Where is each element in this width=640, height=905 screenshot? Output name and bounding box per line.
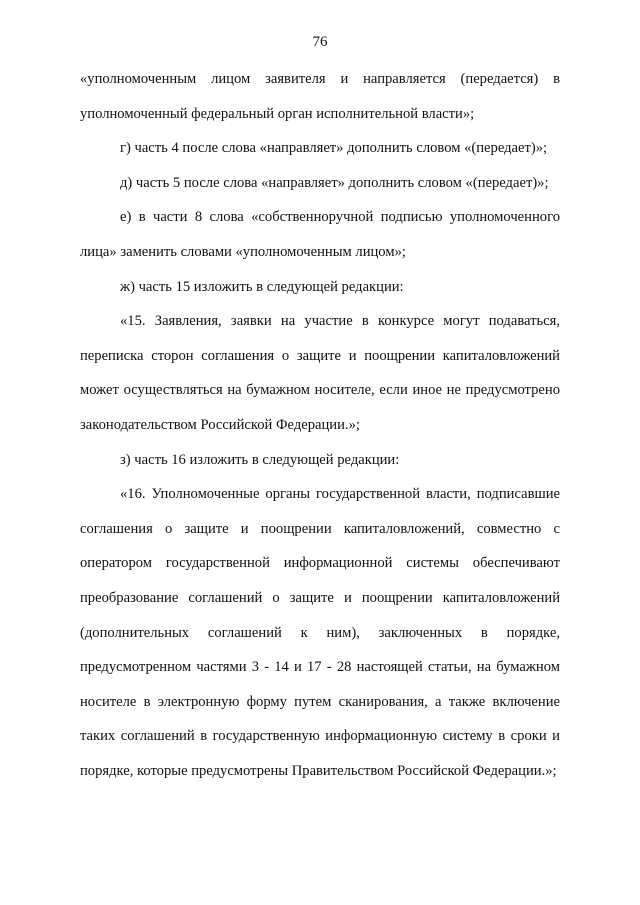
paragraph-continuation: «уполномоченным лицом заявителя и направляется (передается) в уполномоченный федеральный орган исполнительной власти»; xyxy=(80,71,560,122)
paragraph-item-z: з) часть 16 изложить в следующей редакции: xyxy=(120,451,400,468)
paragraph-item-d: д) часть 5 после слова «направляет» дополнить словом «(передает)»; xyxy=(120,174,549,191)
page-number: 76 xyxy=(312,34,328,50)
paragraph-part-15: «15. Заявления, заявки на участие в конкурсе могут подаваться, переписка сторон соглашения о защите и поощрении капиталовложений может осуществляться на бумажном носителе, если иное не предусмотрено законодательством Российской Федерации.»; xyxy=(80,313,560,433)
paragraph-item-e: е) в части 8 слова «собственноручной подписью уполномоченного лица» заменить словами «уполномоченным лицом»; xyxy=(80,209,560,260)
document-body xyxy=(80,62,560,788)
paragraph-part-16: «16. Уполномоченные органы государственной власти, подписавшие соглашения о защите и поощрении капиталовложений, совместно с оператором государственной информационной системы обеспечивают преобразование соглашений о защите и поощрении капиталовложений (дополнительных соглашений к ним), заключенных в порядке, предусмотренном частями 3 - 14 и 17 - 28 настоящей статьи, на бумажном носителе в электронную форму путем сканирования, а также включение таких соглашений в государственную информационную систему в сроки и порядке, которые предусмотрены Правительством Российской Федерации.»; xyxy=(80,486,560,779)
paragraph-item-g: г) часть 4 после слова «направляет» дополнить словом «(передает)»; xyxy=(120,140,548,157)
paragraph-item-zh: ж) часть 15 изложить в следующей редакции: xyxy=(120,278,404,295)
